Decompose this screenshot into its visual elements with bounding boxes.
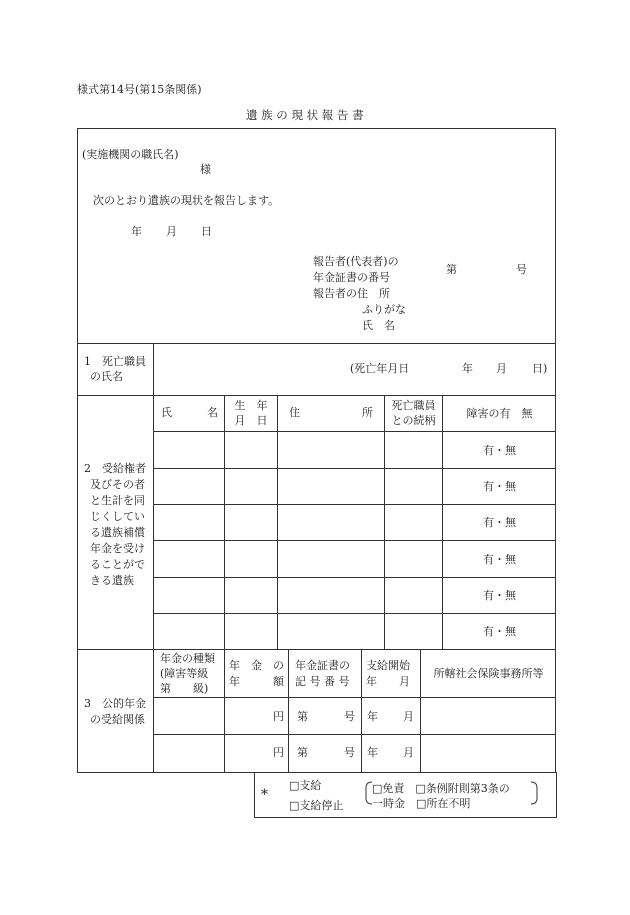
cert-go: 号 (344, 710, 355, 723)
cert-go: 号 (516, 263, 527, 276)
reporter-label-3: 報告者の住 所 (313, 287, 390, 300)
section3-label-1: 3 公的年金 (84, 697, 146, 710)
section3-label-2: の受給関係 (90, 713, 145, 726)
form-number: 様式第14号(第15条関係) (77, 83, 202, 96)
section1-label-1: 1 死亡職員 (84, 355, 146, 368)
disability-option[interactable]: 有・無 (483, 443, 516, 457)
start-year: 年 (367, 710, 378, 723)
header-birth-2: 月 日 (234, 414, 268, 427)
header-start-1: 支給開始 (366, 659, 410, 672)
yen-unit: 円 (273, 710, 284, 723)
disability-option[interactable]: 有・無 (483, 480, 516, 493)
furigana-label: ふりがな (362, 303, 406, 316)
header-disability: 障害の有 無 (466, 407, 533, 420)
header-relation-2: との続柄 (391, 414, 436, 427)
start-month: 月 (403, 710, 414, 723)
name-label: 氏 名 (362, 319, 395, 332)
disability-option[interactable]: 有・無 (483, 589, 516, 602)
start-month: 月 (403, 746, 414, 759)
header-amount-2: 年 額 (229, 675, 284, 688)
header-cert-2: 記 号 番 号 (295, 675, 350, 688)
header-start-2: 年 月 (366, 675, 410, 688)
section1-label-2: の氏名 (90, 370, 123, 383)
death-year: 年 (462, 362, 473, 375)
page-title: 遺 族 の 現 状 報 告 書 (246, 108, 364, 122)
section2-label-8: きる遺族 (90, 574, 134, 587)
date-month: 月 (166, 225, 177, 238)
section2-label-1: 2 受給権者 (84, 462, 146, 475)
date-day: 日 (201, 225, 212, 238)
sama-text: 様 (200, 163, 211, 176)
asterisk-mark: * (261, 787, 268, 803)
section2-label-4: じくしてい (90, 510, 145, 523)
exemption-options[interactable]: □免責 □条例附則第3条の (372, 782, 510, 795)
header-office: 所轄社会保険事務所等 (433, 667, 544, 680)
header-address-2: 所 (362, 406, 373, 419)
start-year: 年 (367, 746, 378, 759)
disability-option[interactable]: 有・無 (483, 516, 516, 529)
suspension-checkbox[interactable]: □支給停止 (289, 799, 344, 812)
death-date-label: (死亡年月日 (350, 362, 410, 375)
cert-dai: 第 (297, 746, 308, 759)
lump-sum-options[interactable]: 一時金 □所在不明 (372, 797, 471, 810)
reporter-label-2: 年金証書の番号 (313, 271, 390, 284)
header-address-1: 住 (289, 406, 300, 419)
section2-label-2: 及びその者 (90, 478, 145, 491)
header-name-2: 名 (207, 406, 218, 419)
section2-label-7: ることがで (90, 558, 145, 571)
payment-checkbox[interactable]: □支給 (289, 779, 322, 792)
cert-dai: 第 (446, 263, 457, 276)
disability-option[interactable]: 有・無 (483, 625, 516, 638)
header-amount-1: 年 金 の (229, 659, 284, 672)
section2-label-6: 年金を受け (90, 542, 145, 555)
death-day: 日) (532, 362, 548, 375)
header-type-2: (障害等級 (160, 667, 209, 680)
cert-dai: 第 (297, 710, 308, 723)
section2-label-5: る遺族補償 (90, 526, 145, 539)
intro-text: 次のとおり遺族の現状を報告します。 (93, 194, 280, 207)
header-relation-1: 死亡職員 (391, 399, 436, 412)
header-birth-1: 生 年 (234, 399, 268, 412)
header-type-1: 年金の種類 (160, 652, 215, 665)
reporter-label-1: 報告者(代表者)の (313, 255, 399, 268)
header-name-1: 氏 (161, 406, 172, 419)
date-year: 年 (131, 225, 142, 238)
yen-unit: 円 (273, 746, 284, 759)
death-month: 月 (496, 362, 507, 375)
header-type-3: 第 級) (160, 682, 209, 695)
disability-option[interactable]: 有・無 (483, 552, 516, 566)
addressee-label: (実施機関の職氏名) (82, 148, 179, 161)
header-cert-1: 年金証書の (295, 659, 350, 672)
cert-go: 号 (344, 746, 355, 759)
section2-label-3: と生計を同 (90, 494, 145, 507)
